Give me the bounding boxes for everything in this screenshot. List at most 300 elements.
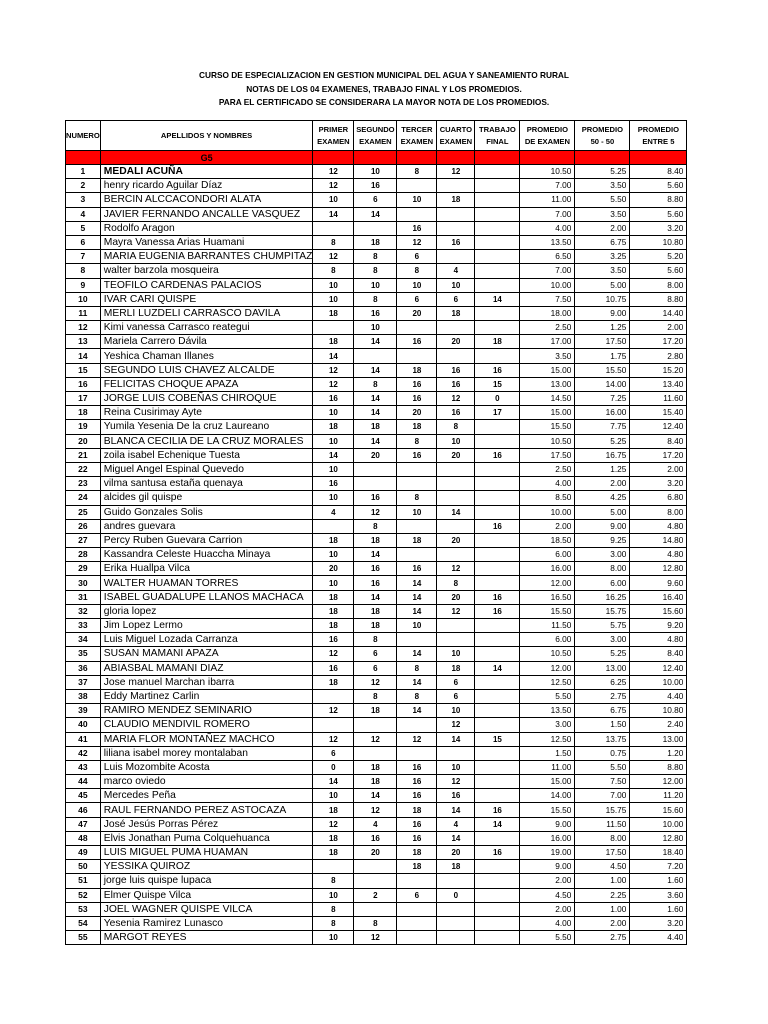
col-promedio-examen xyxy=(520,121,575,151)
table-row xyxy=(66,491,687,505)
tercer-examen: 18 xyxy=(397,420,437,434)
segundo-examen: 14 xyxy=(354,548,397,562)
row-number: 42 xyxy=(66,746,101,760)
tercer-examen xyxy=(397,746,437,760)
promedio-entre-5: 8.40 xyxy=(630,434,687,448)
header-label: EXAMEN xyxy=(400,136,434,146)
table-row xyxy=(66,519,687,533)
student-name: marco oviedo xyxy=(100,775,313,789)
row-number: 12 xyxy=(66,321,101,335)
promedio-examen: 11.00 xyxy=(520,760,575,774)
primer-examen: 18 xyxy=(313,803,354,817)
header-row xyxy=(66,121,687,151)
cuarto-examen: 0 xyxy=(437,888,475,902)
row-number: 51 xyxy=(66,874,101,888)
promedio-entre-5: 9.60 xyxy=(630,576,687,590)
promedio-examen: 18.50 xyxy=(520,533,575,547)
segundo-examen: 14 xyxy=(354,434,397,448)
promedio-examen: 15.00 xyxy=(520,363,575,377)
trabajo-final: 16 xyxy=(475,604,520,618)
row-number: 55 xyxy=(66,931,101,945)
row-number: 29 xyxy=(66,562,101,576)
segundo-examen xyxy=(354,902,397,916)
promedio-50-50: 2.00 xyxy=(575,477,630,491)
segundo-examen: 6 xyxy=(354,193,397,207)
segundo-examen: 8 xyxy=(354,264,397,278)
student-name: henry ricardo Aguilar Díaz xyxy=(100,179,313,193)
student-name: Reina Cusirimay Ayte xyxy=(100,406,313,420)
segundo-examen: 16 xyxy=(354,576,397,590)
cuarto-examen: 8 xyxy=(437,576,475,590)
student-name: Elvis Jonathan Puma Colquehuanca xyxy=(100,831,313,845)
promedio-examen: 9.00 xyxy=(520,860,575,874)
tercer-examen: 8 xyxy=(397,264,437,278)
segundo-examen: 8 xyxy=(354,633,397,647)
primer-examen: 8 xyxy=(313,264,354,278)
promedio-examen: 13.50 xyxy=(520,235,575,249)
table-row xyxy=(66,264,687,278)
row-number: 3 xyxy=(66,193,101,207)
tercer-examen: 14 xyxy=(397,647,437,661)
col-cuarto-examen xyxy=(437,121,475,151)
tercer-examen: 16 xyxy=(397,562,437,576)
table-row xyxy=(66,846,687,860)
promedio-examen: 14.50 xyxy=(520,392,575,406)
segundo-examen: 18 xyxy=(354,775,397,789)
promedio-entre-5: 8.80 xyxy=(630,292,687,306)
table-row xyxy=(66,349,687,363)
row-number: 38 xyxy=(66,689,101,703)
promedio-50-50: 1.25 xyxy=(575,321,630,335)
trabajo-final xyxy=(475,789,520,803)
table-row xyxy=(66,434,687,448)
primer-examen: 8 xyxy=(313,874,354,888)
cuarto-examen xyxy=(437,321,475,335)
promedio-50-50: 16.25 xyxy=(575,590,630,604)
tercer-examen: 8 xyxy=(397,689,437,703)
trabajo-final xyxy=(475,931,520,945)
promedio-entre-5: 1.20 xyxy=(630,746,687,760)
primer-examen: 18 xyxy=(313,590,354,604)
student-name: Mariela Carrero Dávila xyxy=(100,335,313,349)
segundo-examen: 16 xyxy=(354,562,397,576)
row-number: 6 xyxy=(66,235,101,249)
cuarto-examen: 18 xyxy=(437,306,475,320)
student-name: Luis Mozombite Acosta xyxy=(100,760,313,774)
table-row xyxy=(66,661,687,675)
student-name: Mayra Vanessa Arias Huamani xyxy=(100,235,313,249)
tercer-examen: 16 xyxy=(397,789,437,803)
row-number: 37 xyxy=(66,675,101,689)
student-name: RAUL FERNANDO PEREZ ASTOCAZA xyxy=(100,803,313,817)
primer-examen: 10 xyxy=(313,789,354,803)
promedio-50-50: 9.00 xyxy=(575,306,630,320)
segundo-examen: 18 xyxy=(354,533,397,547)
table-body xyxy=(66,151,687,945)
cuarto-examen: 14 xyxy=(437,732,475,746)
row-number: 45 xyxy=(66,789,101,803)
cuarto-examen: 20 xyxy=(437,448,475,462)
promedio-examen: 15.00 xyxy=(520,406,575,420)
tercer-examen xyxy=(397,207,437,221)
cuarto-examen xyxy=(437,477,475,491)
table-row xyxy=(66,278,687,292)
row-number: 33 xyxy=(66,619,101,633)
segundo-examen: 14 xyxy=(354,207,397,221)
cuarto-examen: 20 xyxy=(437,533,475,547)
tercer-examen: 10 xyxy=(397,193,437,207)
cuarto-examen: 20 xyxy=(437,335,475,349)
student-name: liliana isabel morey montalaban xyxy=(100,746,313,760)
table-row xyxy=(66,604,687,618)
tercer-examen xyxy=(397,874,437,888)
promedio-entre-5: 10.00 xyxy=(630,675,687,689)
table-row xyxy=(66,193,687,207)
primer-examen: 10 xyxy=(313,491,354,505)
promedio-entre-5: 13.00 xyxy=(630,732,687,746)
table-row xyxy=(66,363,687,377)
promedio-entre-5: 15.60 xyxy=(630,604,687,618)
primer-examen: 4 xyxy=(313,505,354,519)
promedio-50-50: 17.50 xyxy=(575,335,630,349)
tercer-examen: 12 xyxy=(397,235,437,249)
student-name: BERCIN ALCCACONDORI ALATA xyxy=(100,193,313,207)
promedio-entre-5: 2.80 xyxy=(630,349,687,363)
student-name: zoila isabel Echenique Tuesta xyxy=(100,448,313,462)
table-row xyxy=(66,931,687,945)
tercer-examen: 18 xyxy=(397,363,437,377)
segundo-examen: 12 xyxy=(354,803,397,817)
primer-examen: 10 xyxy=(313,292,354,306)
trabajo-final xyxy=(475,306,520,320)
col-primer-examen xyxy=(313,121,354,151)
segundo-examen: 14 xyxy=(354,406,397,420)
table-row xyxy=(66,902,687,916)
primer-examen: 6 xyxy=(313,746,354,760)
tercer-examen xyxy=(397,548,437,562)
row-number: 4 xyxy=(66,207,101,221)
segundo-examen: 18 xyxy=(354,420,397,434)
cuarto-examen xyxy=(437,519,475,533)
student-name: BLANCA CECILIA DE LA CRUZ MORALES xyxy=(100,434,313,448)
promedio-examen: 7.00 xyxy=(520,179,575,193)
promedio-50-50: 2.75 xyxy=(575,931,630,945)
primer-examen: 10 xyxy=(313,434,354,448)
promedio-examen: 17.00 xyxy=(520,335,575,349)
cuarto-examen xyxy=(437,349,475,363)
promedio-entre-5: 8.00 xyxy=(630,505,687,519)
cuarto-examen: 18 xyxy=(437,860,475,874)
header-label: FINAL xyxy=(486,136,509,146)
student-name: JORGE LUIS COBEÑAS CHIROQUE xyxy=(100,392,313,406)
promedio-entre-5: 4.80 xyxy=(630,548,687,562)
trabajo-final xyxy=(475,207,520,221)
row-number: 7 xyxy=(66,250,101,264)
cuarto-examen: 20 xyxy=(437,846,475,860)
segundo-examen: 20 xyxy=(354,448,397,462)
student-name: CLAUDIO MENDIVIL ROMERO xyxy=(100,718,313,732)
promedio-50-50: 1.50 xyxy=(575,718,630,732)
table-row xyxy=(66,576,687,590)
cuarto-examen: 8 xyxy=(437,420,475,434)
promedio-examen: 16.00 xyxy=(520,831,575,845)
row-number: 9 xyxy=(66,278,101,292)
promedio-50-50: 3.50 xyxy=(575,264,630,278)
trabajo-final xyxy=(475,562,520,576)
tercer-examen: 18 xyxy=(397,803,437,817)
trabajo-final xyxy=(475,576,520,590)
primer-examen: 12 xyxy=(313,363,354,377)
cuarto-examen xyxy=(437,874,475,888)
tercer-examen: 10 xyxy=(397,278,437,292)
primer-examen xyxy=(313,860,354,874)
trabajo-final xyxy=(475,831,520,845)
student-name: Miguel Angel Espinal Quevedo xyxy=(100,462,313,476)
promedio-50-50: 10.75 xyxy=(575,292,630,306)
student-name: TEOFILO CARDENAS PALACIOS xyxy=(100,278,313,292)
tercer-examen xyxy=(397,902,437,916)
primer-examen: 16 xyxy=(313,392,354,406)
primer-examen: 10 xyxy=(313,406,354,420)
table-row xyxy=(66,165,687,179)
cuarto-examen xyxy=(437,619,475,633)
tercer-examen: 6 xyxy=(397,292,437,306)
row-number: 23 xyxy=(66,477,101,491)
cuarto-examen: 6 xyxy=(437,675,475,689)
segundo-examen: 18 xyxy=(354,235,397,249)
row-number: 13 xyxy=(66,335,101,349)
primer-examen: 18 xyxy=(313,604,354,618)
trabajo-final: 15 xyxy=(475,377,520,391)
segundo-examen: 16 xyxy=(354,306,397,320)
primer-examen: 14 xyxy=(313,775,354,789)
tercer-examen: 14 xyxy=(397,675,437,689)
promedio-entre-5: 12.40 xyxy=(630,661,687,675)
promedio-entre-5: 4.40 xyxy=(630,931,687,945)
tercer-examen xyxy=(397,633,437,647)
promedio-50-50: 13.00 xyxy=(575,661,630,675)
table-row xyxy=(66,675,687,689)
trabajo-final xyxy=(475,548,520,562)
table-row xyxy=(66,548,687,562)
table-row xyxy=(66,448,687,462)
table-row xyxy=(66,392,687,406)
trabajo-final xyxy=(475,193,520,207)
table-row xyxy=(66,619,687,633)
segundo-examen xyxy=(354,874,397,888)
trabajo-final xyxy=(475,321,520,335)
trabajo-final xyxy=(475,533,520,547)
student-name: SEGUNDO LUIS CHAVEZ ALCALDE xyxy=(100,363,313,377)
table-row xyxy=(66,533,687,547)
promedio-entre-5: 15.60 xyxy=(630,803,687,817)
trabajo-final: 16 xyxy=(475,519,520,533)
primer-examen: 12 xyxy=(313,250,354,264)
table-row xyxy=(66,321,687,335)
header-label: ENTRE 5 xyxy=(642,136,675,146)
promedio-50-50: 13.75 xyxy=(575,732,630,746)
trabajo-final: 14 xyxy=(475,292,520,306)
header-label: EXAMEN xyxy=(359,136,392,146)
row-number: 41 xyxy=(66,732,101,746)
tercer-examen: 16 xyxy=(397,377,437,391)
promedio-entre-5: 11.20 xyxy=(630,789,687,803)
row-number: 18 xyxy=(66,406,101,420)
promedio-examen: 5.50 xyxy=(520,931,575,945)
promedio-entre-5: 7.20 xyxy=(630,860,687,874)
title-line-2: NOTAS DE LOS 04 EXAMENES, TRABAJO FINAL Y LOS PROMEDIOS. xyxy=(246,84,522,94)
cuarto-examen xyxy=(437,931,475,945)
promedio-examen: 6.50 xyxy=(520,250,575,264)
segundo-examen: 8 xyxy=(354,916,397,930)
student-name: José Jesús Porras Pérez xyxy=(100,817,313,831)
col-tercer-examen xyxy=(397,121,437,151)
promedio-examen: 4.50 xyxy=(520,888,575,902)
segundo-examen xyxy=(354,221,397,235)
header-label: APELLIDOS Y NOMBRES xyxy=(160,130,253,140)
tercer-examen: 6 xyxy=(397,250,437,264)
promedio-entre-5: 2.00 xyxy=(630,321,687,335)
promedio-examen: 10.00 xyxy=(520,505,575,519)
student-name: ABIASBAL MAMANI DIAZ xyxy=(100,661,313,675)
trabajo-final xyxy=(475,633,520,647)
cuarto-examen: 10 xyxy=(437,278,475,292)
row-number: 47 xyxy=(66,817,101,831)
promedio-entre-5: 11.60 xyxy=(630,392,687,406)
promedio-examen: 18.00 xyxy=(520,306,575,320)
cuarto-examen: 6 xyxy=(437,689,475,703)
trabajo-final xyxy=(475,505,520,519)
promedio-examen: 10.00 xyxy=(520,278,575,292)
col-segundo-examen xyxy=(354,121,397,151)
tercer-examen: 10 xyxy=(397,619,437,633)
table-row xyxy=(66,406,687,420)
promedio-50-50: 3.00 xyxy=(575,633,630,647)
trabajo-final xyxy=(475,888,520,902)
promedio-50-50: 2.00 xyxy=(575,221,630,235)
segundo-examen: 10 xyxy=(354,165,397,179)
primer-examen: 14 xyxy=(313,448,354,462)
promedio-50-50: 8.00 xyxy=(575,562,630,576)
student-name: YESSIKA QUIROZ xyxy=(100,860,313,874)
promedio-entre-5: 8.40 xyxy=(630,165,687,179)
trabajo-final xyxy=(475,775,520,789)
promedio-entre-5: 9.20 xyxy=(630,619,687,633)
primer-examen: 8 xyxy=(313,916,354,930)
cuarto-examen xyxy=(437,548,475,562)
tercer-examen: 20 xyxy=(397,406,437,420)
row-number: 8 xyxy=(66,264,101,278)
trabajo-final xyxy=(475,165,520,179)
trabajo-final xyxy=(475,718,520,732)
tercer-examen xyxy=(397,916,437,930)
trabajo-final xyxy=(475,689,520,703)
promedio-50-50: 9.25 xyxy=(575,533,630,547)
segundo-examen xyxy=(354,462,397,476)
segundo-examen: 6 xyxy=(354,661,397,675)
promedio-entre-5: 10.80 xyxy=(630,235,687,249)
promedio-entre-5: 4.80 xyxy=(630,519,687,533)
promedio-50-50: 2.25 xyxy=(575,888,630,902)
primer-examen: 10 xyxy=(313,576,354,590)
row-number: 32 xyxy=(66,604,101,618)
table-row xyxy=(66,179,687,193)
promedio-entre-5: 3.20 xyxy=(630,916,687,930)
promedio-50-50: 0.75 xyxy=(575,746,630,760)
promedio-examen: 15.50 xyxy=(520,803,575,817)
student-name: Yeshica Chaman Illanes xyxy=(100,349,313,363)
row-number: 26 xyxy=(66,519,101,533)
cuarto-examen xyxy=(437,633,475,647)
promedio-entre-5: 5.60 xyxy=(630,264,687,278)
promedio-examen: 4.00 xyxy=(520,477,575,491)
student-name: Elmer Quispe Vilca xyxy=(100,888,313,902)
header-label: NUMERO xyxy=(66,130,100,140)
promedio-examen: 6.00 xyxy=(520,548,575,562)
cuarto-examen: 18 xyxy=(437,661,475,675)
group-cell xyxy=(66,151,101,165)
cuarto-examen: 12 xyxy=(437,718,475,732)
student-name: RAMIRO MENDEZ SEMINARIO xyxy=(100,704,313,718)
table-row xyxy=(66,831,687,845)
primer-examen: 10 xyxy=(313,548,354,562)
student-name: IVAR CARI QUISPE xyxy=(100,292,313,306)
promedio-examen: 5.50 xyxy=(520,689,575,703)
primer-examen: 12 xyxy=(313,817,354,831)
segundo-examen: 14 xyxy=(354,789,397,803)
cuarto-examen xyxy=(437,250,475,264)
row-number: 28 xyxy=(66,548,101,562)
promedio-50-50: 5.25 xyxy=(575,165,630,179)
student-name: MARIA FLOR MONTAÑEZ MACHCO xyxy=(100,732,313,746)
promedio-50-50: 8.00 xyxy=(575,831,630,845)
primer-examen: 8 xyxy=(313,235,354,249)
row-number: 2 xyxy=(66,179,101,193)
segundo-examen: 8 xyxy=(354,377,397,391)
tercer-examen: 16 xyxy=(397,335,437,349)
table-row xyxy=(66,803,687,817)
promedio-entre-5: 12.80 xyxy=(630,562,687,576)
promedio-examen: 12.00 xyxy=(520,661,575,675)
promedio-entre-5: 14.40 xyxy=(630,306,687,320)
promedio-examen: 15.50 xyxy=(520,604,575,618)
promedio-50-50: 6.75 xyxy=(575,235,630,249)
row-number: 30 xyxy=(66,576,101,590)
header-label: PROMEDIO xyxy=(637,124,680,134)
student-name: Kassandra Celeste Huaccha Minaya xyxy=(100,548,313,562)
segundo-examen: 12 xyxy=(354,931,397,945)
table-row xyxy=(66,789,687,803)
promedio-entre-5: 3.60 xyxy=(630,888,687,902)
tercer-examen xyxy=(397,349,437,363)
trabajo-final xyxy=(475,746,520,760)
primer-examen: 8 xyxy=(313,902,354,916)
student-name: Yumila Yesenia De la cruz Laureano xyxy=(100,420,313,434)
promedio-examen: 4.00 xyxy=(520,916,575,930)
header-label: EXAMEN xyxy=(439,136,473,146)
row-number: 14 xyxy=(66,349,101,363)
header-label: SEGUNDO xyxy=(356,124,395,134)
promedio-entre-5: 5.20 xyxy=(630,250,687,264)
table-row xyxy=(66,477,687,491)
cuarto-examen: 10 xyxy=(437,647,475,661)
row-number: 16 xyxy=(66,377,101,391)
promedio-examen: 13.00 xyxy=(520,377,575,391)
promedio-examen: 8.50 xyxy=(520,491,575,505)
student-name: MEDALI ACUÑA xyxy=(100,165,313,179)
promedio-entre-5: 18.40 xyxy=(630,846,687,860)
primer-examen: 18 xyxy=(313,420,354,434)
